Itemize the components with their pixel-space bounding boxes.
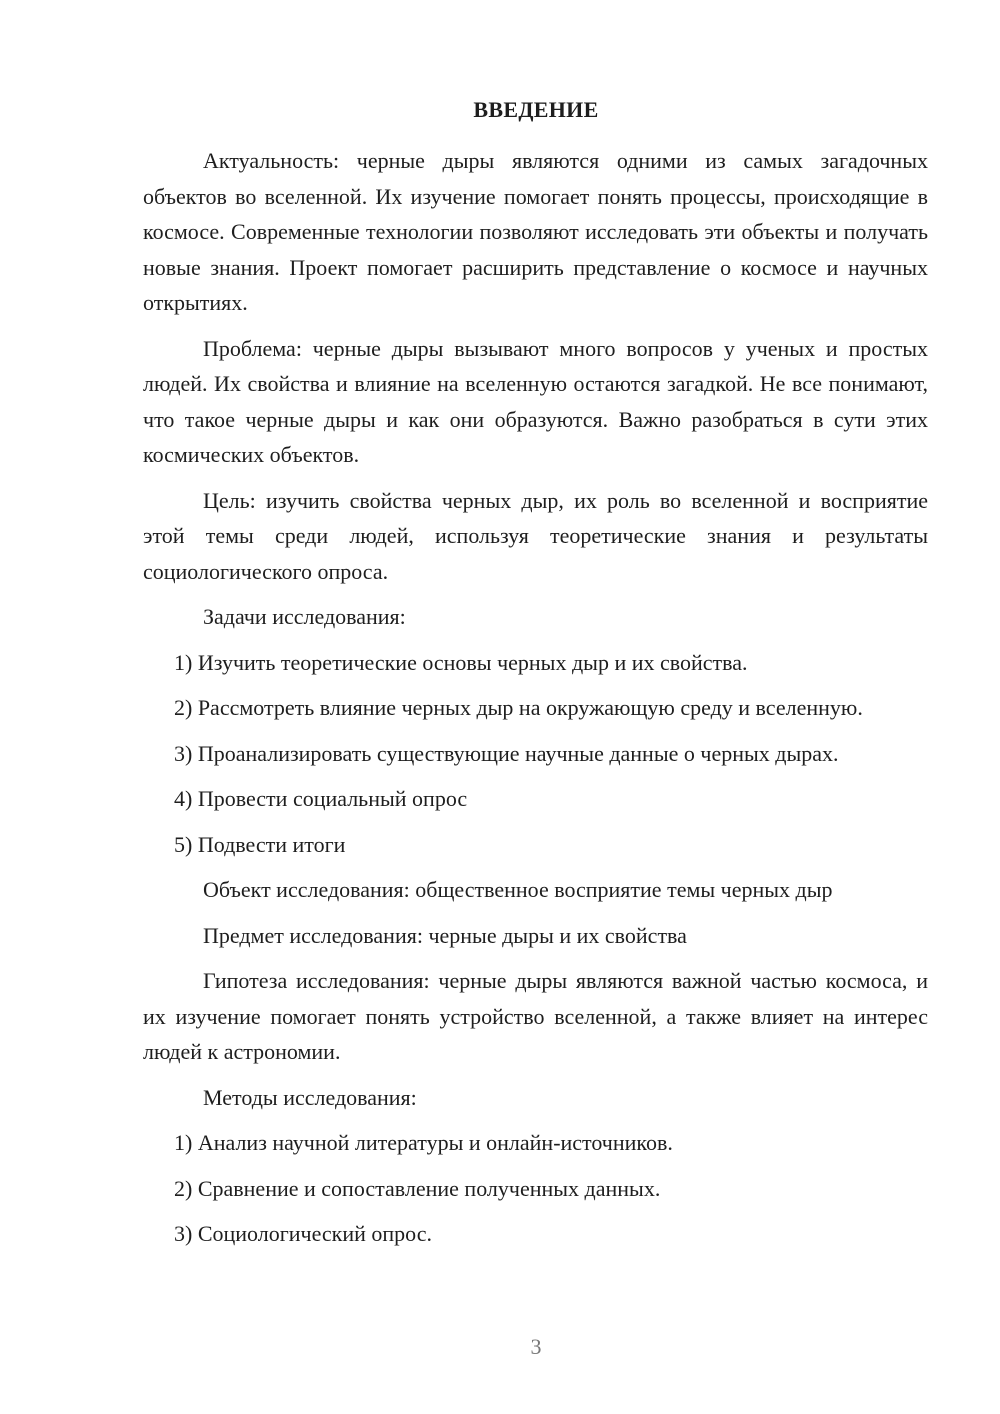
subject-paragraph: Предмет исследования: черные дыры и их свойства xyxy=(203,922,687,948)
problem-paragraph: Проблема: черные дыры вызывают много вопросов у ученых и простых людей. Их свойства и влияние на вселенную остаются загадкой. Не все понимают, что такое черные дыры и как они образуются. Важно разобраться в сути этих космических объектов. xyxy=(143,335,928,467)
page-number: 3 xyxy=(530,1334,542,1359)
task-item-3: 3) Проанализировать существующие научные данные о черных дырах. xyxy=(174,740,839,766)
tasks-heading: Задачи исследования: xyxy=(203,604,406,629)
task-item-4: 4) Провести социальный опрос xyxy=(174,786,468,811)
goal-paragraph: Цель: изучить свойства черных дыр, их роль во вселенной и восприятие этой темы среди людей, используя теоретические знания и результаты социологического опроса. xyxy=(143,487,928,584)
relevance-paragraph: Актуальность: черные дыры являются одними из самых загадочных объектов во вселенной. Их изучение помогает понять процессы, происходящие в космосе. Современные технологии позволяют исследовать эти объекты и получать новые знания. Проект помогает расширить представление о космосе и научных открытиях. xyxy=(143,148,928,315)
method-item-2: 2) Сравнение и сопоставление полученных данных. xyxy=(174,1175,661,1201)
section-body xyxy=(143,143,928,1262)
hypothesis-paragraph: Гипотеза исследования: черные дыры являются важной частью космоса, и их изучение помогает понять устройство вселенной, а также влияет на интерес людей к астрономии. xyxy=(143,968,928,1064)
section-heading: ВВЕДЕНИЕ xyxy=(473,97,599,122)
task-item-2: 2) Рассмотреть влияние черных дыр на окружающую среду и вселенную. xyxy=(174,695,863,720)
method-item-1: 1) Анализ научной литературы и онлайн-источников. xyxy=(174,1130,673,1155)
methods-heading: Методы исследования: xyxy=(203,1084,417,1110)
method-item-3: 3) Социологический опрос. xyxy=(174,1221,432,1246)
task-item-5: 5) Подвести итоги xyxy=(174,831,346,857)
object-paragraph: Объект исследования: общественное восприятие темы черных дыр xyxy=(203,877,833,902)
task-item-1: 1) Изучить теоретические основы черных дыр и их свойства. xyxy=(174,649,748,675)
